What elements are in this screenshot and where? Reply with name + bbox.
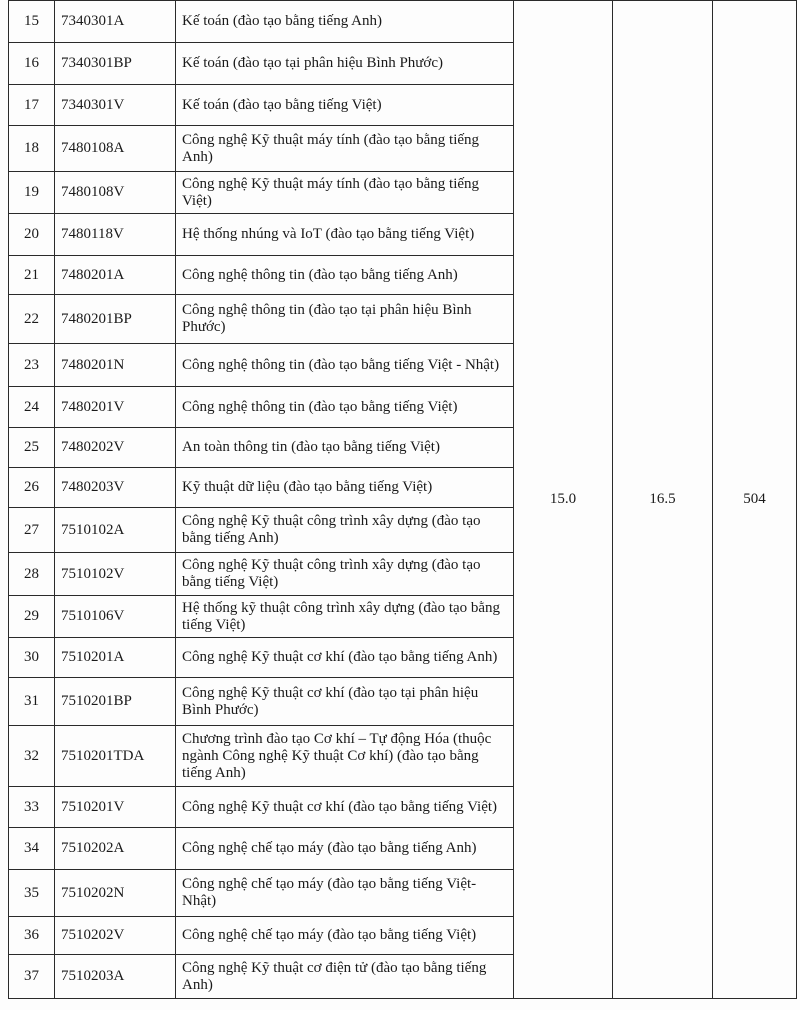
major-name: Công nghệ Kỹ thuật cơ khí (đào tạo bằng tiếng Anh): [176, 638, 514, 678]
row-number: 18: [9, 126, 55, 172]
row-number: 17: [9, 85, 55, 126]
major-name: Công nghệ Kỹ thuật công trình xây dựng (đào tạo bằng tiếng Việt): [176, 553, 514, 596]
row-number: 20: [9, 214, 55, 256]
major-code: 7510201BP: [55, 678, 176, 726]
row-number: 29: [9, 596, 55, 638]
row-number: 28: [9, 553, 55, 596]
major-name: Công nghệ Kỹ thuật máy tính (đào tạo bằng tiếng Anh): [176, 126, 514, 172]
major-code: 7480202V: [55, 428, 176, 468]
table-row: [9, 1, 797, 43]
major-code: 7480203V: [55, 468, 176, 508]
major-code: 7510202A: [55, 828, 176, 870]
major-code: 7510202N: [55, 870, 176, 917]
major-name: Công nghệ Kỹ thuật cơ khí (đào tạo tại phân hiệu Bình Phước): [176, 678, 514, 726]
row-number: 25: [9, 428, 55, 468]
table-body: [9, 1, 797, 999]
row-number: 16: [9, 43, 55, 85]
major-name: An toàn thông tin (đào tạo bằng tiếng Việt): [176, 428, 514, 468]
major-code: 7480201BP: [55, 295, 176, 344]
major-name: Hệ thống kỹ thuật công trình xây dựng (đào tạo bằng tiếng Việt): [176, 596, 514, 638]
score-b-cell: 16.5: [613, 1, 713, 999]
score-a-cell: 15.0: [514, 1, 613, 999]
major-code: 7510201V: [55, 787, 176, 828]
row-number: 32: [9, 726, 55, 787]
row-number: 30: [9, 638, 55, 678]
major-name: Công nghệ thông tin (đào tạo tại phân hiệu Bình Phước): [176, 295, 514, 344]
major-name: Công nghệ Kỹ thuật công trình xây dựng (đào tạo bằng tiếng Anh): [176, 508, 514, 553]
row-number: 19: [9, 172, 55, 214]
major-name: Công nghệ chế tạo máy (đào tạo bằng tiếng Việt): [176, 917, 514, 955]
major-code: 7480201A: [55, 256, 176, 295]
major-name: Hệ thống nhúng và IoT (đào tạo bằng tiếng Việt): [176, 214, 514, 256]
major-code: 7510106V: [55, 596, 176, 638]
row-number: 34: [9, 828, 55, 870]
major-name: Công nghệ Kỹ thuật máy tính (đào tạo bằng tiếng Việt): [176, 172, 514, 214]
major-code: 7480118V: [55, 214, 176, 256]
major-name: Công nghệ chế tạo máy (đào tạo bằng tiếng Việt- Nhật): [176, 870, 514, 917]
major-code: 7340301BP: [55, 43, 176, 85]
major-name: Công nghệ Kỹ thuật cơ khí (đào tạo bằng tiếng Việt): [176, 787, 514, 828]
row-number: 27: [9, 508, 55, 553]
major-code: 7340301A: [55, 1, 176, 43]
major-name: Kế toán (đào tạo bằng tiếng Việt): [176, 85, 514, 126]
row-number: 37: [9, 955, 55, 999]
major-code: 7510201A: [55, 638, 176, 678]
major-name: Công nghệ thông tin (đào tạo bằng tiếng Việt - Nhật): [176, 344, 514, 387]
quota-cell: 504: [713, 1, 797, 999]
row-number: 33: [9, 787, 55, 828]
major-code: 7510201TDA: [55, 726, 176, 787]
major-code: 7510202V: [55, 917, 176, 955]
major-name: Công nghệ chế tạo máy (đào tạo bằng tiếng Anh): [176, 828, 514, 870]
row-number: 24: [9, 387, 55, 428]
row-number: 23: [9, 344, 55, 387]
row-number: 36: [9, 917, 55, 955]
row-number: 26: [9, 468, 55, 508]
major-code: 7480201N: [55, 344, 176, 387]
major-name: Kỹ thuật dữ liệu (đào tạo bằng tiếng Việt): [176, 468, 514, 508]
major-code: 7480201V: [55, 387, 176, 428]
major-code: 7480108V: [55, 172, 176, 214]
major-name: Kế toán (đào tạo tại phân hiệu Bình Phước): [176, 43, 514, 85]
major-name: Chương trình đào tạo Cơ khí – Tự động Hóa (thuộc ngành Công nghệ Kỹ thuật Cơ khí) (đào tạo bằng tiếng Anh): [176, 726, 514, 787]
major-code: 7510102V: [55, 553, 176, 596]
row-number: 15: [9, 1, 55, 43]
admission-table: [8, 0, 797, 999]
major-name: Công nghệ thông tin (đào tạo bằng tiếng Việt): [176, 387, 514, 428]
row-number: 31: [9, 678, 55, 726]
major-code: 7340301V: [55, 85, 176, 126]
major-name: Kế toán (đào tạo bằng tiếng Anh): [176, 1, 514, 43]
major-name: Công nghệ thông tin (đào tạo bằng tiếng Anh): [176, 256, 514, 295]
major-code: 7480108A: [55, 126, 176, 172]
major-code: 7510102A: [55, 508, 176, 553]
major-name: Công nghệ Kỹ thuật cơ điện tử (đào tạo bằng tiếng Anh): [176, 955, 514, 999]
row-number: 21: [9, 256, 55, 295]
major-code: 7510203A: [55, 955, 176, 999]
row-number: 35: [9, 870, 55, 917]
row-number: 22: [9, 295, 55, 344]
